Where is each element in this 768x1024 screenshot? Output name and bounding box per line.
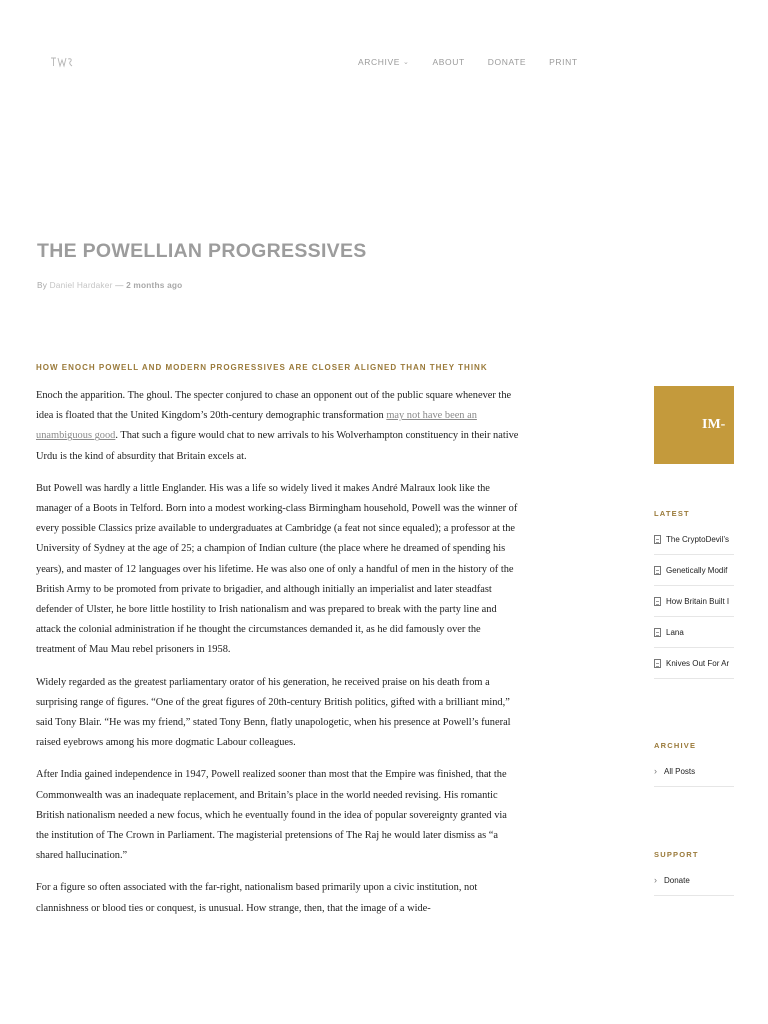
paragraph: After India gained independence in 1947, Powell realized sooner than most that the Empire was finished, that the Commonwealth was an inadequate replacement, and Britain’s place in the world needed revising. His romantic British nationalism needed a new focus, which he eventually found in the idea of popular sovereignty granted via the institution of The Crown in Parliament. The magisterial pretensions of The Raj he would later dismiss as “a shared hallucination.” — [36, 769, 507, 862]
support-heading: SUPPORT — [654, 850, 699, 859]
document-icon — [654, 535, 661, 544]
page-title: THE POWELLIAN PROGRESSIVES — [37, 240, 367, 262]
author-link[interactable]: Daniel Hardaker — [49, 280, 113, 290]
latest-item[interactable] — [654, 586, 734, 617]
support-item-label: Donate — [664, 875, 690, 885]
document-icon — [654, 566, 661, 575]
nav-archive-label: ARCHIVE — [358, 57, 400, 67]
chevron-right-icon: › — [654, 766, 657, 776]
article-subheading: HOW ENOCH POWELL AND MODERN PROGRESSIVES ARE CLOSER ALIGNED THAN THEY THINK — [36, 363, 488, 372]
latest-list — [654, 524, 734, 679]
byline-separator: — — [115, 280, 124, 290]
support-item[interactable] — [654, 865, 734, 896]
promo-text: IM- — [702, 417, 726, 432]
latest-heading: LATEST — [654, 509, 690, 518]
chevron-right-icon: › — [654, 875, 657, 885]
nav-archive[interactable] — [358, 57, 409, 67]
chevron-down-icon: ⌄ — [403, 59, 410, 66]
support-list — [654, 865, 734, 896]
paragraph-text: Enoch the apparition. The ghoul. The specter conjured to chase an opponent out of the public square whenever the idea is floated that the United Kingdom’s 20th-century demographic transformation — [36, 390, 512, 422]
document-icon — [654, 659, 661, 668]
nav-print[interactable]: PRINT — [549, 57, 578, 67]
latest-item[interactable] — [654, 555, 734, 586]
nav-about[interactable]: ABOUT — [432, 57, 465, 67]
paragraph-text: . That such a figure would chat to new arrivals to his Wolverhampton constituency in their native Urdu is the kind of absurdity that Britain excels at. — [36, 430, 519, 462]
paragraph: Widely regarded as the greatest parliamentary orator of his generation, he received praise on his death from a surprising range of figures. “One of the great figures of 20th-century British politics, gifted with a brilliant mind,” said Tony Blair. “He was my friend,” stated Tony Benn, flatly unapologetic, when his presence at Powell’s funeral raised eyebrows among his more dogmatic Labour colleagues. — [36, 676, 511, 749]
paragraph: For a figure so often associated with the far-right, nationalism based primarily upon a civic institution, not clannishness or blood ties or conquest, is unusual. How strange, then, that the image of a wide- — [36, 882, 478, 914]
latest-item-label: How Britain Built I — [666, 596, 730, 606]
latest-item[interactable] — [654, 524, 734, 555]
archive-item-label: All Posts — [664, 766, 696, 776]
byline — [37, 280, 182, 290]
latest-item-label: The CryptoDevil’s — [666, 534, 729, 544]
main-nav — [358, 57, 601, 67]
byline-prefix: By — [37, 280, 48, 290]
site-logo-icon[interactable] — [50, 55, 74, 69]
nav-donate[interactable]: DONATE — [487, 57, 527, 67]
latest-item-label: Genetically Modif — [666, 565, 728, 575]
post-date: 2 months ago — [126, 280, 183, 290]
paragraph — [36, 386, 522, 467]
inline-link[interactable]: may not have been an unambiguous good — [36, 410, 477, 442]
latest-item[interactable] — [654, 648, 734, 679]
article-body — [36, 386, 522, 931]
latest-item-label: Knives Out For Ar — [666, 658, 730, 668]
latest-item[interactable] — [654, 617, 734, 648]
archive-heading: ARCHIVE — [654, 741, 697, 750]
promo-banner[interactable] — [654, 386, 734, 464]
archive-list — [654, 756, 734, 787]
latest-item-label: Lana — [666, 627, 684, 637]
archive-item[interactable] — [654, 756, 734, 787]
document-icon — [654, 597, 661, 606]
document-icon — [654, 628, 661, 637]
paragraph: But Powell was hardly a little Englander. His was a life so widely lived it makes André Malraux look like the manager of a Boots in Telford. Born into a modest working-class Birmingham household, Powell was the winner of every possible Classics prize available to undergraduates at Cambridge (a feat not since equaled); a professor at the University of Sydney at the age of 25; a champion of Indian culture (the place where he dreamed of spending his years), and master of 12 languages over his lifetime. He was also one of only a handful of men in the history of the British Army to be promoted from private to brigadier, and although initially an imperialist and later steadfast defender of Ulster, he bore little hostility to Irish nationalism and was prepared to break with the party line and attack the colonial administration if he thought the circumstances demanded it, as he did famously over the treatment of Mau Mau rebel prisoners in 1958. — [36, 482, 518, 656]
